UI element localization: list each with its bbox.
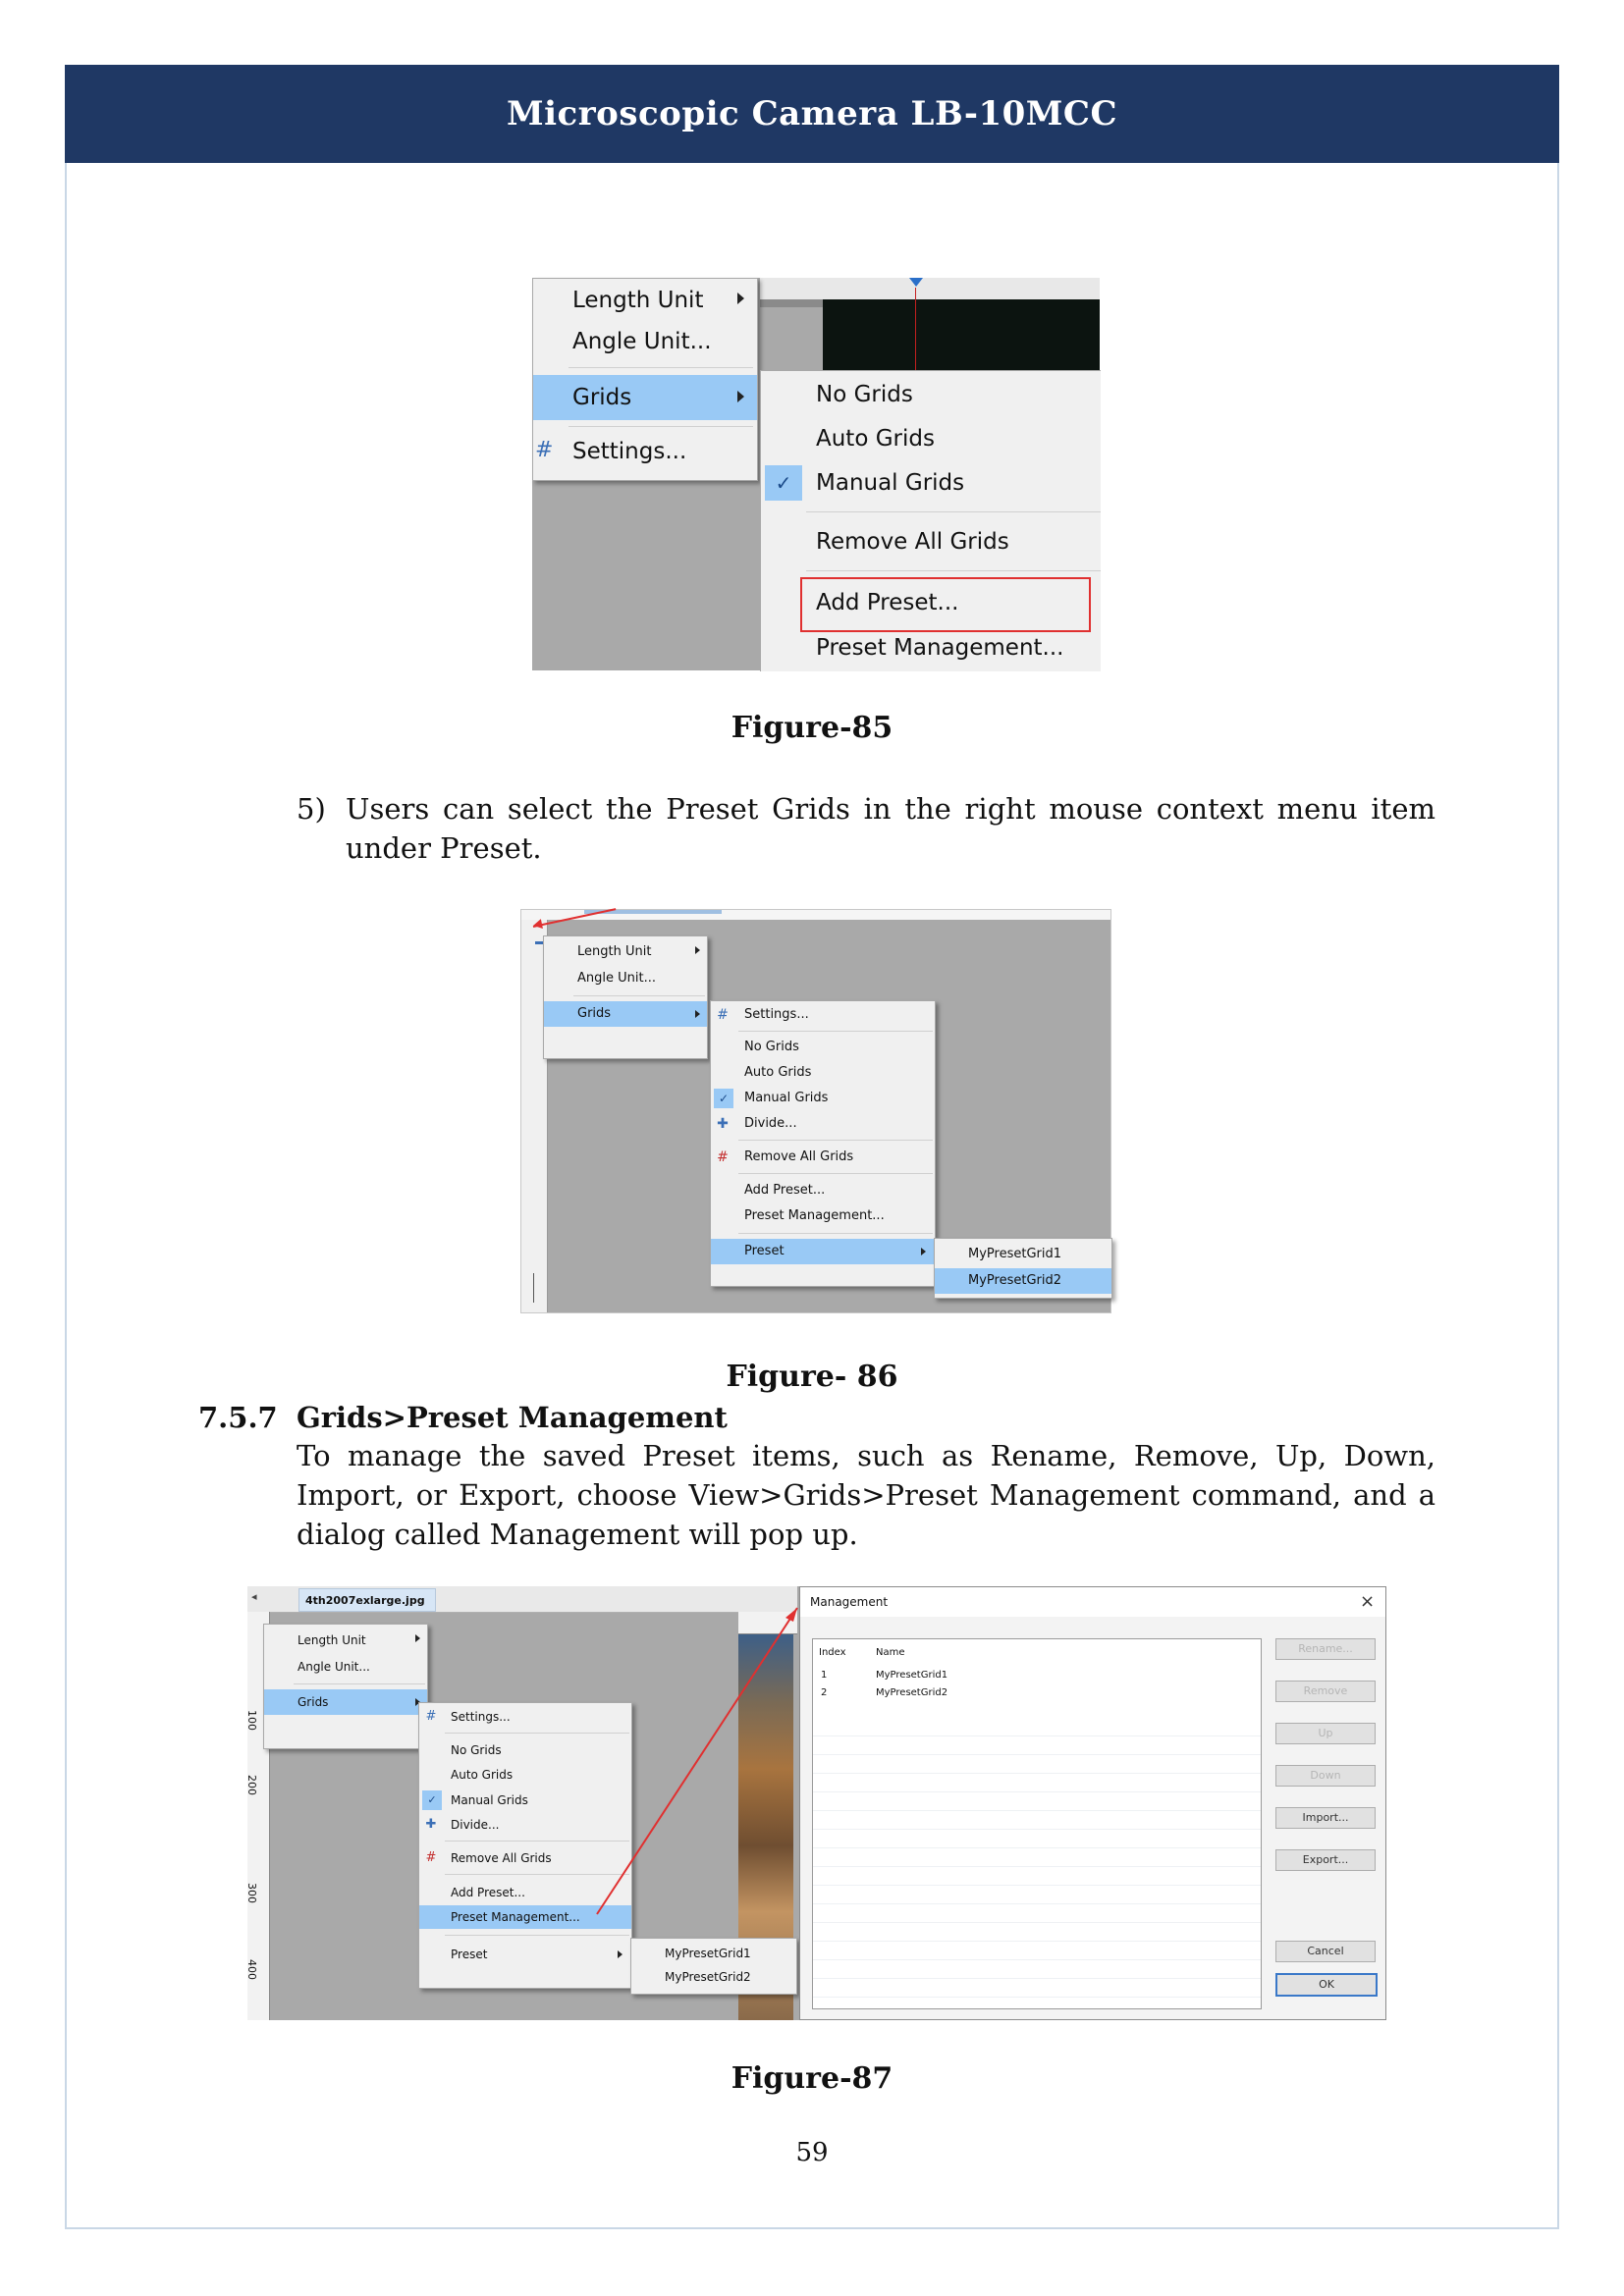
header-title: Microscopic Camera LB-10MCC: [506, 94, 1118, 133]
menu-separator: [573, 995, 705, 996]
menu-item-angle-unit[interactable]: Angle Unit...: [298, 1660, 370, 1674]
menu-separator: [738, 1031, 933, 1032]
chevron-right-icon: [695, 1010, 700, 1018]
menu-item-grids[interactable]: Grids: [544, 1001, 707, 1027]
menu-item-no-grids[interactable]: No Grids: [744, 1040, 799, 1054]
figure-85-caption: Figure-85: [731, 711, 893, 745]
rename-button[interactable]: Rename...: [1275, 1638, 1376, 1660]
menu-item-mypresetgrid1[interactable]: MyPresetGrid1: [968, 1247, 1061, 1261]
ruler-label: 200: [245, 1775, 258, 1795]
menu-item-no-grids[interactable]: No Grids: [816, 382, 913, 407]
menu-separator: [806, 570, 1101, 571]
row-name: MyPresetGrid2: [876, 1687, 948, 1698]
menu-item-grids[interactable]: Grids: [264, 1689, 427, 1715]
page-number: 59: [795, 2138, 829, 2167]
figure-86-screenshot: [520, 909, 1111, 1313]
down-button[interactable]: Down: [1275, 1765, 1376, 1787]
preset-submenu: [934, 1238, 1112, 1299]
row-index: 1: [821, 1670, 828, 1681]
figure-85-screenshot: [532, 278, 1100, 670]
ruler-ticks: [533, 1273, 546, 1303]
menu-item-settings[interactable]: Settings...: [744, 1007, 809, 1022]
menu-item-angle-unit[interactable]: Angle Unit...: [572, 329, 712, 354]
column-header-name[interactable]: Name: [876, 1647, 905, 1658]
menu-item-preset-management[interactable]: Preset Management...: [744, 1208, 885, 1223]
menu-item-settings[interactable]: Settings...: [451, 1710, 511, 1724]
cancel-button[interactable]: Cancel: [1275, 1941, 1376, 1962]
menu-item-auto-grids[interactable]: Auto Grids: [744, 1065, 812, 1080]
section-number: 7.5.7: [198, 1401, 278, 1434]
menu-item-manual-grids[interactable]: Manual Grids: [744, 1091, 829, 1105]
menu-item-auto-grids[interactable]: Auto Grids: [816, 426, 935, 452]
menu-item-add-preset[interactable]: Add Preset...: [451, 1886, 525, 1899]
menu-separator: [806, 511, 1101, 512]
step-5-number: 5): [297, 792, 326, 826]
ruler-label: 300: [245, 1883, 258, 1903]
divide-icon: ✚: [425, 1817, 437, 1832]
remove-grids-icon: #: [717, 1149, 729, 1165]
menu-item-settings[interactable]: Settings...: [572, 439, 687, 464]
menu-item-divide[interactable]: Divide...: [744, 1116, 797, 1131]
menu-item-preset-management[interactable]: Preset Management...: [816, 635, 1064, 661]
figure-87-screenshot: 4th2007exlarge.jpg ◂ 100 200 300 400 Length Unit Angle Unit... Grids # Settings... No Grids Auto Grids ✓ Manual Grids ✚ Divide... # Remove All Grids Add Preset... Preset Management... Preset MyPresetGrid1 MyPresetGrid2 Management × Index Name 1 MyPresetGrid1 2 MyPresetGrid2 Rename... Remove Up Down Import... Export... Cancel OK: [247, 1586, 1386, 2020]
check-icon: ✓: [422, 1790, 442, 1810]
menu-item-manual-grids[interactable]: Manual Grids: [816, 470, 965, 496]
chevron-right-icon: [737, 293, 744, 304]
check-icon: ✓: [714, 1089, 733, 1108]
page-header: [65, 65, 1559, 163]
menu-item-preset[interactable]: Preset: [451, 1948, 488, 1961]
menu-item-add-preset[interactable]: Add Preset...: [744, 1183, 826, 1198]
grids-submenu: [760, 370, 1101, 671]
menu-item-remove-all-grids[interactable]: Remove All Grids: [451, 1851, 552, 1865]
remove-button[interactable]: Remove: [1275, 1681, 1376, 1702]
grid-settings-icon: #: [717, 1007, 729, 1023]
figure-86-caption: Figure- 86: [726, 1360, 898, 1394]
row-name: MyPresetGrid1: [876, 1670, 948, 1681]
menu-item-length-unit[interactable]: Length Unit: [572, 288, 704, 313]
image-tab[interactable]: 4th2007exlarge.jpg: [298, 1588, 436, 1612]
dialog-title: Management: [810, 1595, 889, 1609]
chevron-right-icon: [695, 946, 700, 954]
ok-button[interactable]: OK: [1275, 1973, 1378, 1997]
grid-settings-icon: #: [425, 1709, 437, 1724]
section-body: To manage the saved Preset items, such as Rename, Remove, Up, Down, Import, or Export, choose View>Grids>Preset Management command, and a dialog called Management will pop up.: [297, 1439, 1435, 1551]
step-5-text: Users can select the Preset Grids in the right mouse context menu item under Preset.: [346, 792, 1435, 865]
context-menu: [532, 278, 758, 481]
grid-settings-icon: #: [535, 438, 554, 462]
menu-item-remove-all-grids[interactable]: Remove All Grids: [744, 1149, 854, 1164]
menu-item-divide[interactable]: Divide...: [451, 1818, 500, 1832]
chevron-right-icon: [737, 391, 744, 402]
red-callout-arrow: [247, 1586, 1386, 2020]
menu-separator: [738, 1173, 933, 1174]
menu-item-remove-all-grids[interactable]: Remove All Grids: [816, 529, 1009, 555]
up-button[interactable]: Up: [1275, 1723, 1376, 1744]
menu-item-mypresetgrid1[interactable]: MyPresetGrid1: [665, 1947, 751, 1960]
close-icon[interactable]: ×: [1360, 1591, 1376, 1612]
ruler-label: 100: [245, 1710, 258, 1731]
ruler-label: 400: [245, 1959, 258, 1980]
menu-item-auto-grids[interactable]: Auto Grids: [451, 1768, 514, 1782]
menu-item-preset[interactable]: Preset: [711, 1239, 935, 1264]
menu-item-length-unit[interactable]: Length Unit: [577, 944, 652, 959]
menu-item-length-unit[interactable]: Length Unit: [298, 1633, 366, 1647]
menu-item-preset-management[interactable]: Preset Management...: [419, 1905, 631, 1929]
grids-submenu: [710, 1000, 936, 1287]
menu-item-grids[interactable]: Grids: [533, 375, 757, 420]
menu-separator: [738, 1140, 933, 1141]
context-menu: [543, 935, 708, 1059]
menu-separator: [568, 426, 753, 427]
remove-grids-icon: #: [425, 1850, 437, 1865]
menu-item-no-grids[interactable]: No Grids: [451, 1743, 502, 1757]
figure-87-caption: Figure-87: [731, 2061, 893, 2096]
menu-item-manual-grids[interactable]: Manual Grids: [451, 1793, 528, 1807]
section-title: Grids>Preset Management: [297, 1401, 728, 1434]
menu-item-mypresetgrid2[interactable]: MyPresetGrid2: [665, 1970, 751, 1984]
menu-item-angle-unit[interactable]: Angle Unit...: [577, 971, 656, 986]
export-button[interactable]: Export...: [1275, 1849, 1376, 1871]
chevron-right-icon: [921, 1248, 926, 1255]
column-header-index[interactable]: Index: [819, 1647, 846, 1658]
import-button[interactable]: Import...: [1275, 1807, 1376, 1829]
check-icon: ✓: [765, 465, 802, 501]
divide-icon: ✚: [717, 1116, 729, 1132]
menu-item-add-preset[interactable]: Add Preset...: [816, 590, 959, 615]
menu-separator: [568, 367, 753, 368]
menu-separator: [738, 1233, 933, 1234]
row-index: 2: [821, 1687, 828, 1698]
menu-item-mypresetgrid2[interactable]: MyPresetGrid2: [935, 1268, 1111, 1294]
